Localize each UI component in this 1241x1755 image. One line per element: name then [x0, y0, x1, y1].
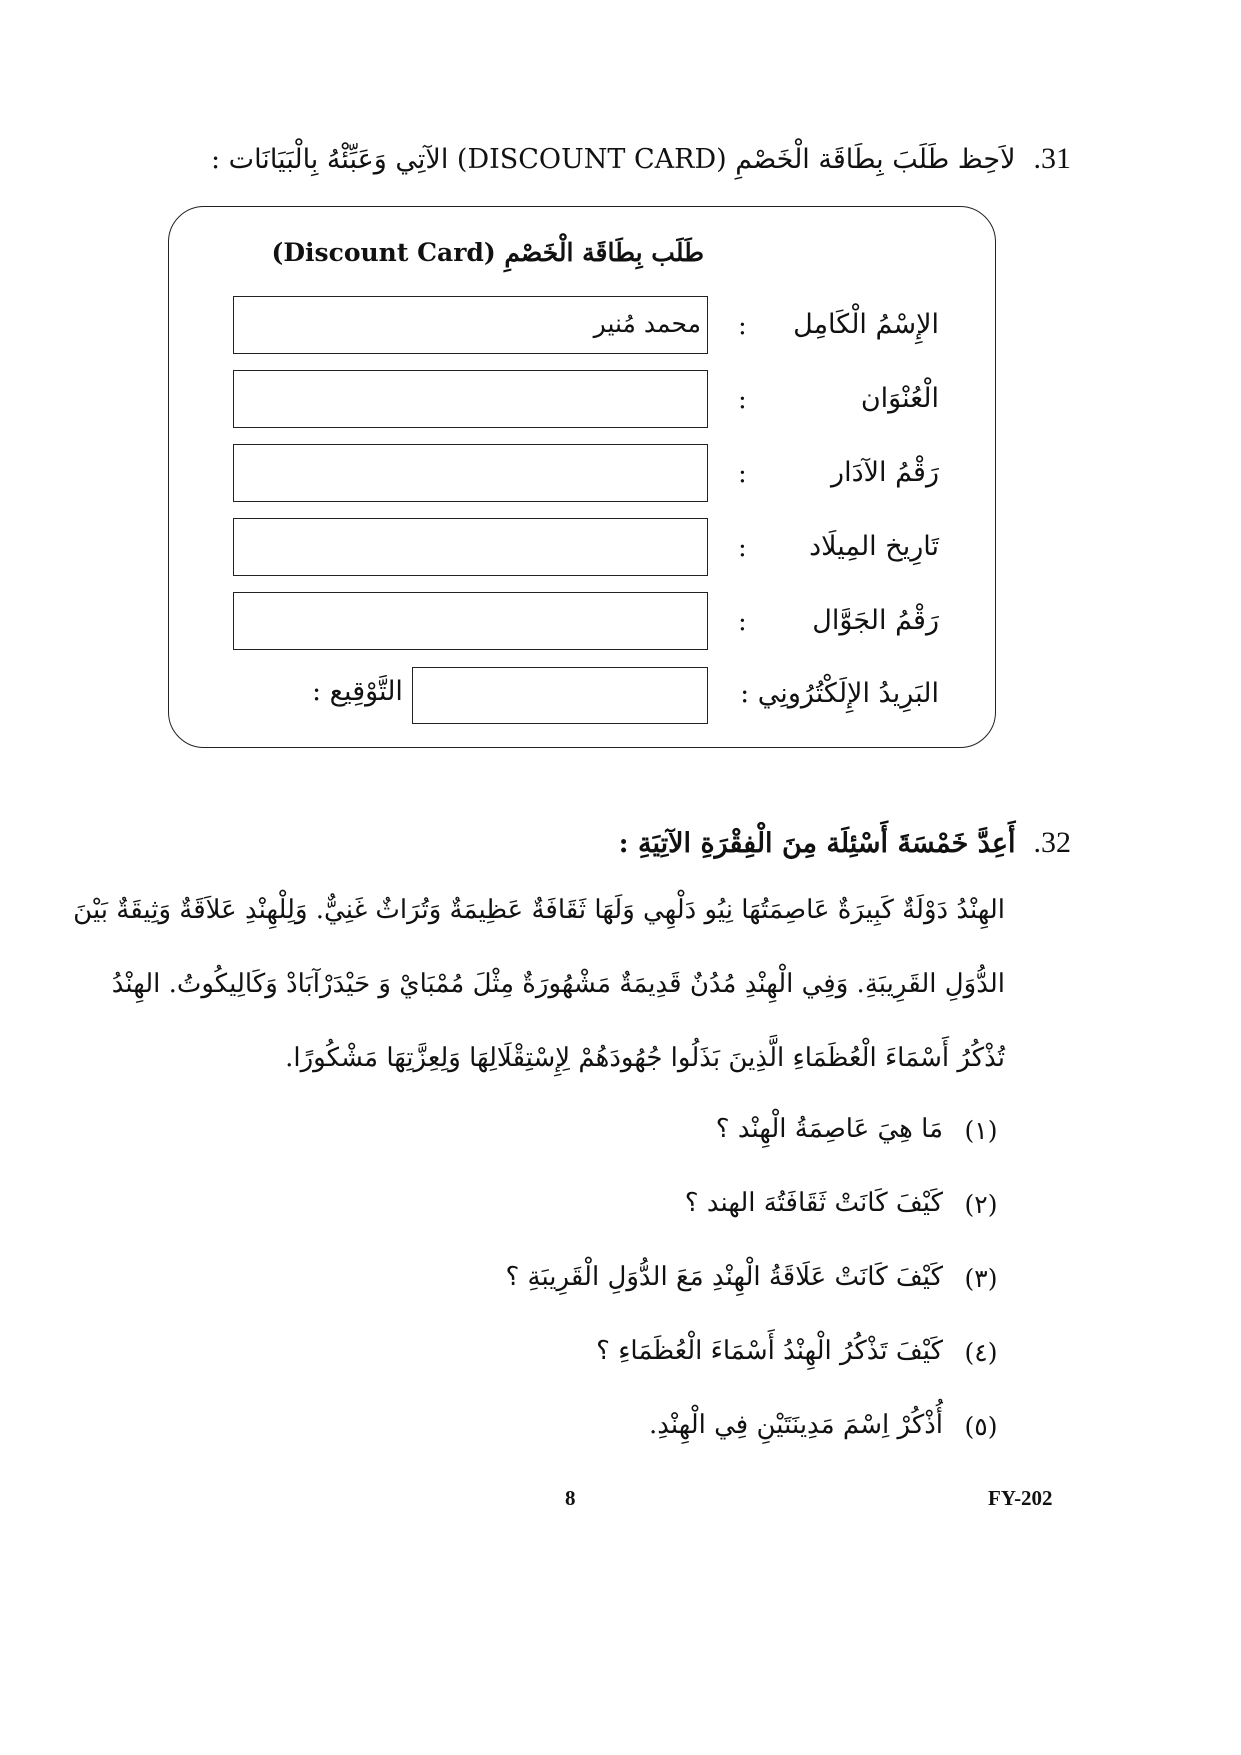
form-title: طَلَب بِطَاقَة الْخَصْمِ (Discount Card)	[271, 238, 704, 267]
sub-question: أُذْكُرْ اِسْمَ مَدِينَتَيْنِ فِي الْهِنْدِ.	[648, 1410, 943, 1440]
paper-code: FY-202	[988, 1486, 1053, 1510]
question-number: 31.	[1033, 142, 1071, 175]
question-text: أَعِدَّ خَمْسَةَ أَسْئِلَة مِنَ الْفِقْرَةِ الآتِيَةِ :	[618, 828, 1016, 859]
field-label-email: البَرِيدُ الإِلَكْتُرُونِي :	[740, 678, 939, 709]
aadhaar-number-field[interactable]	[233, 444, 708, 502]
field-colon: :	[738, 607, 747, 637]
paragraph-line: الهِنْدُ دَوْلَةٌ كَبِيرَةٌ عَاصِمَتُهَا نِيُو دَلْهِي وَلَهَا ثَقَافَةٌ عَظِيمَةٌ وَتُرَاثٌ غَنِيٌّ. وَلِلْهِنْدِ عَلاَقَةٌ وَثِيقَةٌ بَيْنَ	[73, 895, 1005, 925]
sub-question: كَيْفَ كَانَتْ ثَقَافَتُهَ الهند ؟	[684, 1188, 943, 1218]
question-32-heading	[619, 826, 1071, 860]
sub-question: كَيْفَ كَانَتْ عَلَاقَةُ الْهِنْدِ مَعَ الدُّوَلِ الْقَرِيبَةِ ؟	[505, 1262, 943, 1292]
field-label-address: الْعُنْوَان	[860, 383, 939, 414]
sub-question-number: (٥)	[964, 1412, 998, 1441]
sub-question: مَا هِيَ عَاصِمَةُ الْهِنْد ؟	[715, 1114, 943, 1144]
field-label-full-name: الإِسْمُ الْكَامِل	[793, 309, 939, 340]
address-field[interactable]	[233, 370, 708, 428]
question-31-heading	[211, 142, 1071, 176]
paragraph-line: الدُّوَلِ القَرِيبَةِ. وَفِي الْهِنْدِ مُدُنٌ قَدِيمَةٌ مَشْهُورَةٌ مِثْلَ مُمْبَايْ وَ حَيْدَرْآبَادْ وَكَالِيكُوتُ. الهِنْدُ	[111, 969, 1005, 999]
question-text: لاَحِظ طَلَبَ بِطَاقَة الْخَصْمِ (DISCOUNT CARD) الآتِي وَعَبِّئْهُ بِالْبَيَانَات :	[210, 144, 1016, 175]
sub-question-number: (٢)	[964, 1190, 998, 1219]
email-field[interactable]	[412, 667, 708, 724]
question-number: 32.	[1033, 826, 1071, 859]
mobile-number-field[interactable]	[233, 592, 708, 650]
field-colon: :	[738, 533, 747, 563]
sub-question-number: (٤)	[964, 1338, 998, 1367]
field-colon: :	[738, 311, 747, 341]
page-number: 8	[565, 1486, 576, 1510]
field-label-aadhaar-number: رَقْمُ الآدَار	[831, 457, 939, 488]
signature-label: التَّوْقِيع :	[312, 676, 403, 707]
field-label-birth-date: تَارِيخ المِيلَاد	[809, 531, 939, 562]
field-colon: :	[738, 459, 747, 489]
paragraph-line: تُذْكُرُ أَسْمَاءَ الْعُظَمَاءِ الَّذِينَ بَذَلُوا جُهُودَهُمْ لِإِسْتِقْلَالِهَا وَلِعِزَّتِهَا مَشْكُورًا.	[285, 1043, 1005, 1073]
full-name-field[interactable]: محمد مُنير	[233, 296, 708, 354]
sub-question-number: (٣)	[964, 1264, 998, 1293]
sub-question: كَيْفَ تَذْكُرُ الْهِنْدُ أَسْمَاءَ الْعُظَمَاءِ ؟	[596, 1336, 943, 1366]
sub-question-number: (١)	[964, 1116, 998, 1145]
field-colon: :	[738, 385, 747, 415]
field-label-mobile-number: رَقْمُ الجَوَّال	[812, 605, 939, 636]
birth-date-field[interactable]	[233, 518, 708, 576]
